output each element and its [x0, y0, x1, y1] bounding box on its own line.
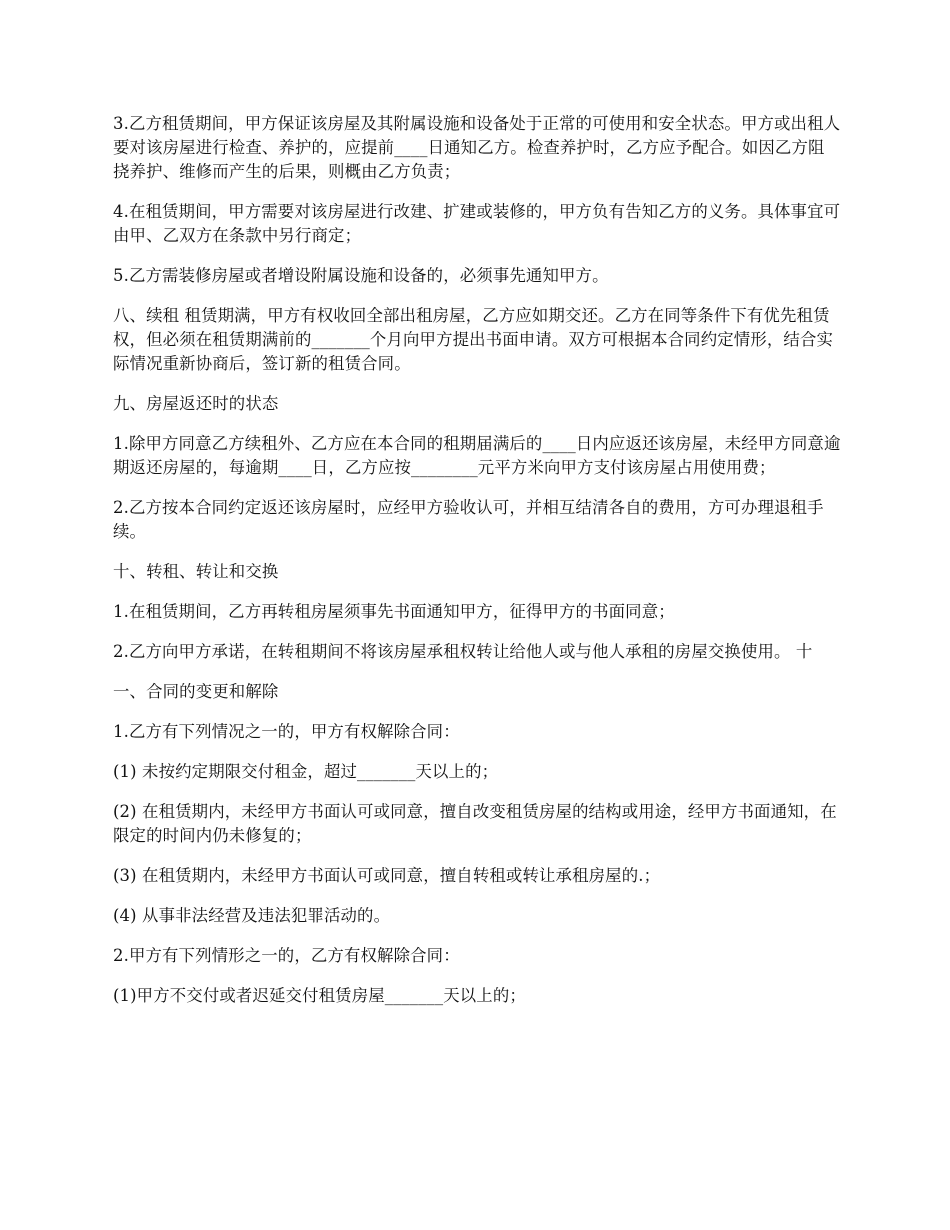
clause-11-1-item-2: (2) 在租赁期内，未经甲方书面认可或同意，擅自改变租赁房屋的结构或用途，经甲方书面通知，在限定的时间内仍未修复的； — [113, 802, 837, 845]
clause-9-1: 1.除甲方同意乙方续租外、乙方应在本合同的租期届满后的____日内应返还该房屋，未经甲方同意逾期返还房屋的，每逾期____日，乙方应按________元平方米向甲方支付该房屋占用使用费； — [113, 434, 841, 477]
clause-11-1-item-3: (3) 在租赁期内，未经甲方书面认可或同意，擅自转租或转让承租房屋的.； — [113, 866, 661, 885]
clause-7-3: 3.乙方租赁期间，甲方保证该房屋及其附属设施和设备处于正常的可使用和安全状态。甲方或出租人要对该房屋进行检查、养护的，应提前____日通知乙方。检查养护时，乙方应予配合。如因乙方阻挠养护、维修而产生的后果，则概由乙方负责； — [113, 114, 841, 181]
section-9-heading: 九、房屋返还时的状态 — [113, 394, 279, 413]
section-10-heading: 十、转租、转让和交换 — [113, 562, 279, 581]
clause-11-1-item-1: (1) 未按约定期限交付租金，超过_______天以上的； — [113, 762, 499, 781]
clause-7-5: 5.乙方需装修房屋或者增设附属设施和设备的，必须事先通知甲方。 — [113, 266, 609, 285]
clause-11-1: 1.乙方有下列情况之一的，甲方有权解除合同： — [113, 722, 460, 741]
section-8-renewal: 八、续租 租赁期满，甲方有权收回全部出租房屋，乙方应如期交还。乙方在同等条件下有优先租赁权，但必须在租赁期满前的_______个月向甲方提出书面申请。双方可根据本合同约定情形，结合实际情况重新协商后，签订新的租赁合同。 — [113, 306, 834, 373]
clause-11-2-item-1: (1)甲方不交付或者迟延交付租赁房屋_______天以上的； — [113, 986, 526, 1005]
clause-11-1-item-4: (4) 从事非法经营及违法犯罪活动的。 — [113, 906, 391, 925]
clause-10-2: 2.乙方向甲方承诺，在转租期间不将该房屋承租权转让给他人或与他人承租的房屋交换使用。 十 — [113, 642, 813, 661]
clause-9-2: 2.乙方按本合同约定返还该房屋时，应经甲方验收认可，并相互结清各自的费用，方可办理退租手续。 — [113, 498, 824, 541]
clause-7-4: 4.在租赁期间，甲方需要对该房屋进行改建、扩建或装修的，甲方负有告知乙方的义务。具体事宜可由甲、乙双方在条款中另行商定； — [113, 202, 841, 245]
clause-11-2: 2.甲方有下列情形之一的，乙方有权解除合同： — [113, 946, 460, 965]
document-body — [113, 112, 841, 1024]
clause-10-1: 1.在租赁期间，乙方再转租房屋须事先书面通知甲方，征得甲方的书面同意； — [113, 602, 675, 621]
section-11-heading: 一、合同的变更和解除 — [113, 682, 279, 701]
